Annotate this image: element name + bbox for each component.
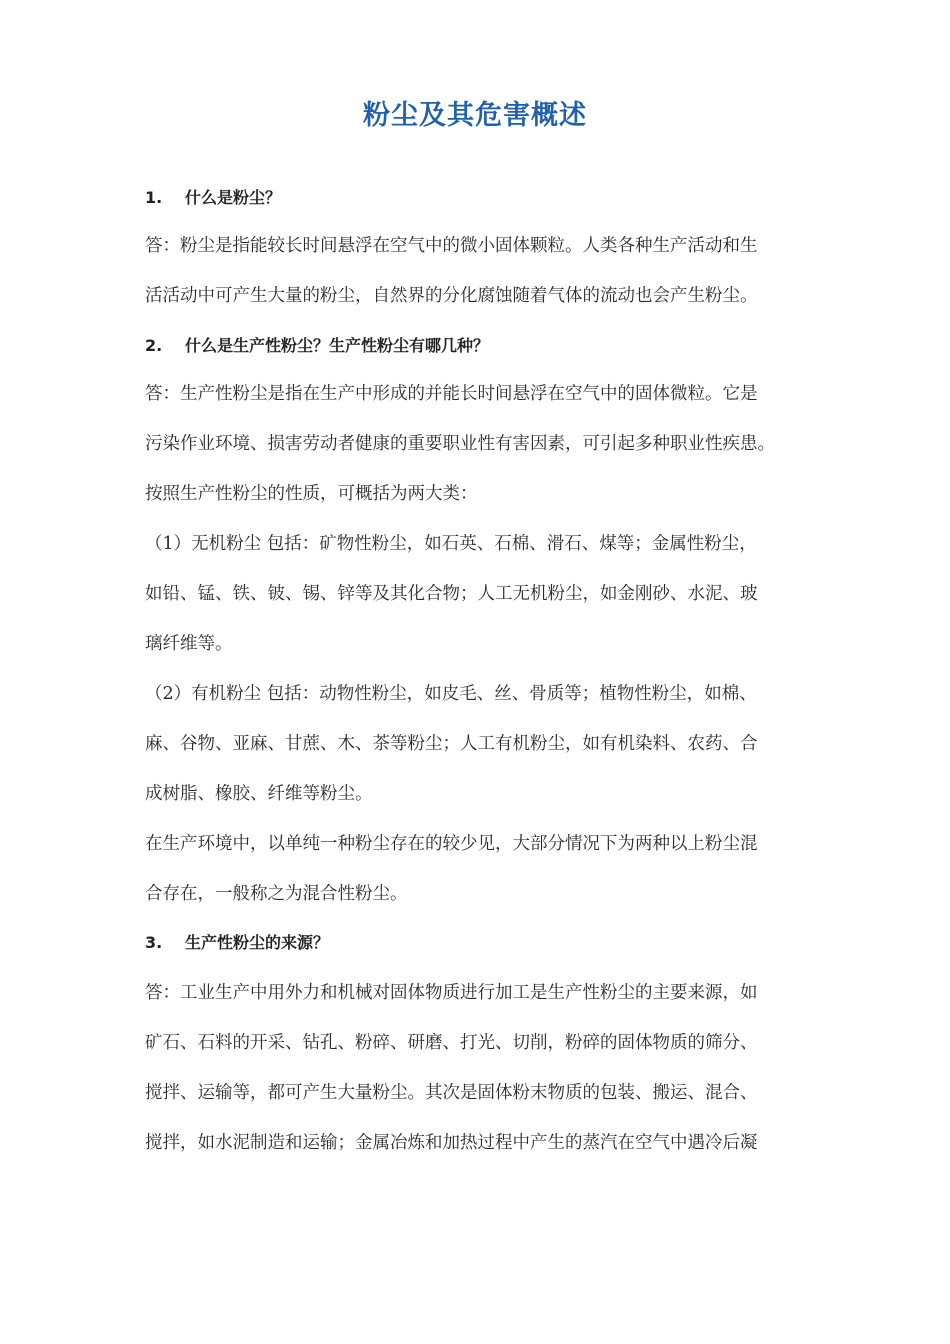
answer-2-line-6: 璃纤维等。 — [145, 634, 233, 654]
answer-1-line-2: 活活动中可产生大量的粉尘，自然界的分化腐蚀随着气体的流动也会产生粉尘。 — [145, 286, 758, 306]
answer-2-line-10: 在生产环境中，以单纯一种粉尘存在的较少见，大部分情况下为两种以上粉尘混 — [145, 834, 758, 854]
question-3-number: 3. — [145, 933, 163, 952]
answer-2-line-1: 答：生产性粉尘是指在生产中形成的并能长时间悬浮在空气中的固体微粒。它是 — [145, 384, 758, 404]
answer-2-line-9: 成树脂、橡胶、纤维等粉尘。 — [145, 784, 373, 804]
answer-2-line-11: 合存在，一般称之为混合性粉尘。 — [145, 884, 408, 904]
answer-2-line-8: 麻、谷物、亚麻、甘蔗、木、茶等粉尘；人工有机粉尘，如有机染料、农药、合 — [145, 734, 758, 754]
question-2-heading — [145, 333, 489, 359]
question-2-text: 什么是生产性粉尘？生产性粉尘有哪几种？ — [185, 336, 490, 355]
answer-3-line-4: 搅拌，如水泥制造和运输；金属冶炼和加热过程中产生的蒸汽在空气中遇冷后凝 — [145, 1133, 758, 1153]
answer-3-line-1: 答：工业生产中用外力和机械对固体物质进行加工是生产性粉尘的主要来源，如 — [145, 983, 758, 1003]
question-3-text: 生产性粉尘的来源？ — [185, 933, 330, 952]
answer-3-line-3: 搅拌、运输等，都可产生大量粉尘。其次是固体粉末物质的包装、搬运、混合、 — [145, 1083, 758, 1103]
answer-2-line-7: （2）有机粉尘 包括：动物性粉尘，如皮毛、丝、骨质等；植物性粉尘，如棉、 — [145, 684, 757, 704]
answer-2-line-5: 如铅、锰、铁、铍、锡、锌等及其化合物；人工无机粉尘，如金刚砂、水泥、玻 — [145, 584, 758, 604]
question-1-text: 什么是粉尘？ — [185, 188, 282, 207]
question-3-heading — [145, 930, 329, 956]
document-title: 粉尘及其危害概述 — [363, 100, 587, 131]
question-1-heading — [145, 185, 281, 211]
question-1-number: 1. — [145, 188, 163, 207]
answer-2-line-2: 污染作业环境、损害劳动者健康的重要职业性有害因素，可引起多种职业性疾患。 — [145, 434, 775, 454]
answer-2-line-4: （1）无机粉尘 包括：矿物性粉尘，如石英、石棉、滑石、煤等；金属性粉尘， — [145, 534, 757, 554]
answer-2-line-3: 按照生产性粉尘的性质，可概括为两大类： — [145, 484, 478, 504]
question-2-number: 2. — [145, 336, 163, 355]
answer-3-line-2: 矿石、石料的开采、钻孔、粉碎、研磨、打光、切削，粉碎的固体物质的筛分、 — [145, 1033, 758, 1053]
answer-1-line-1: 答：粉尘是指能较长时间悬浮在空气中的微小固体颗粒。人类各种生产活动和生 — [145, 236, 758, 256]
